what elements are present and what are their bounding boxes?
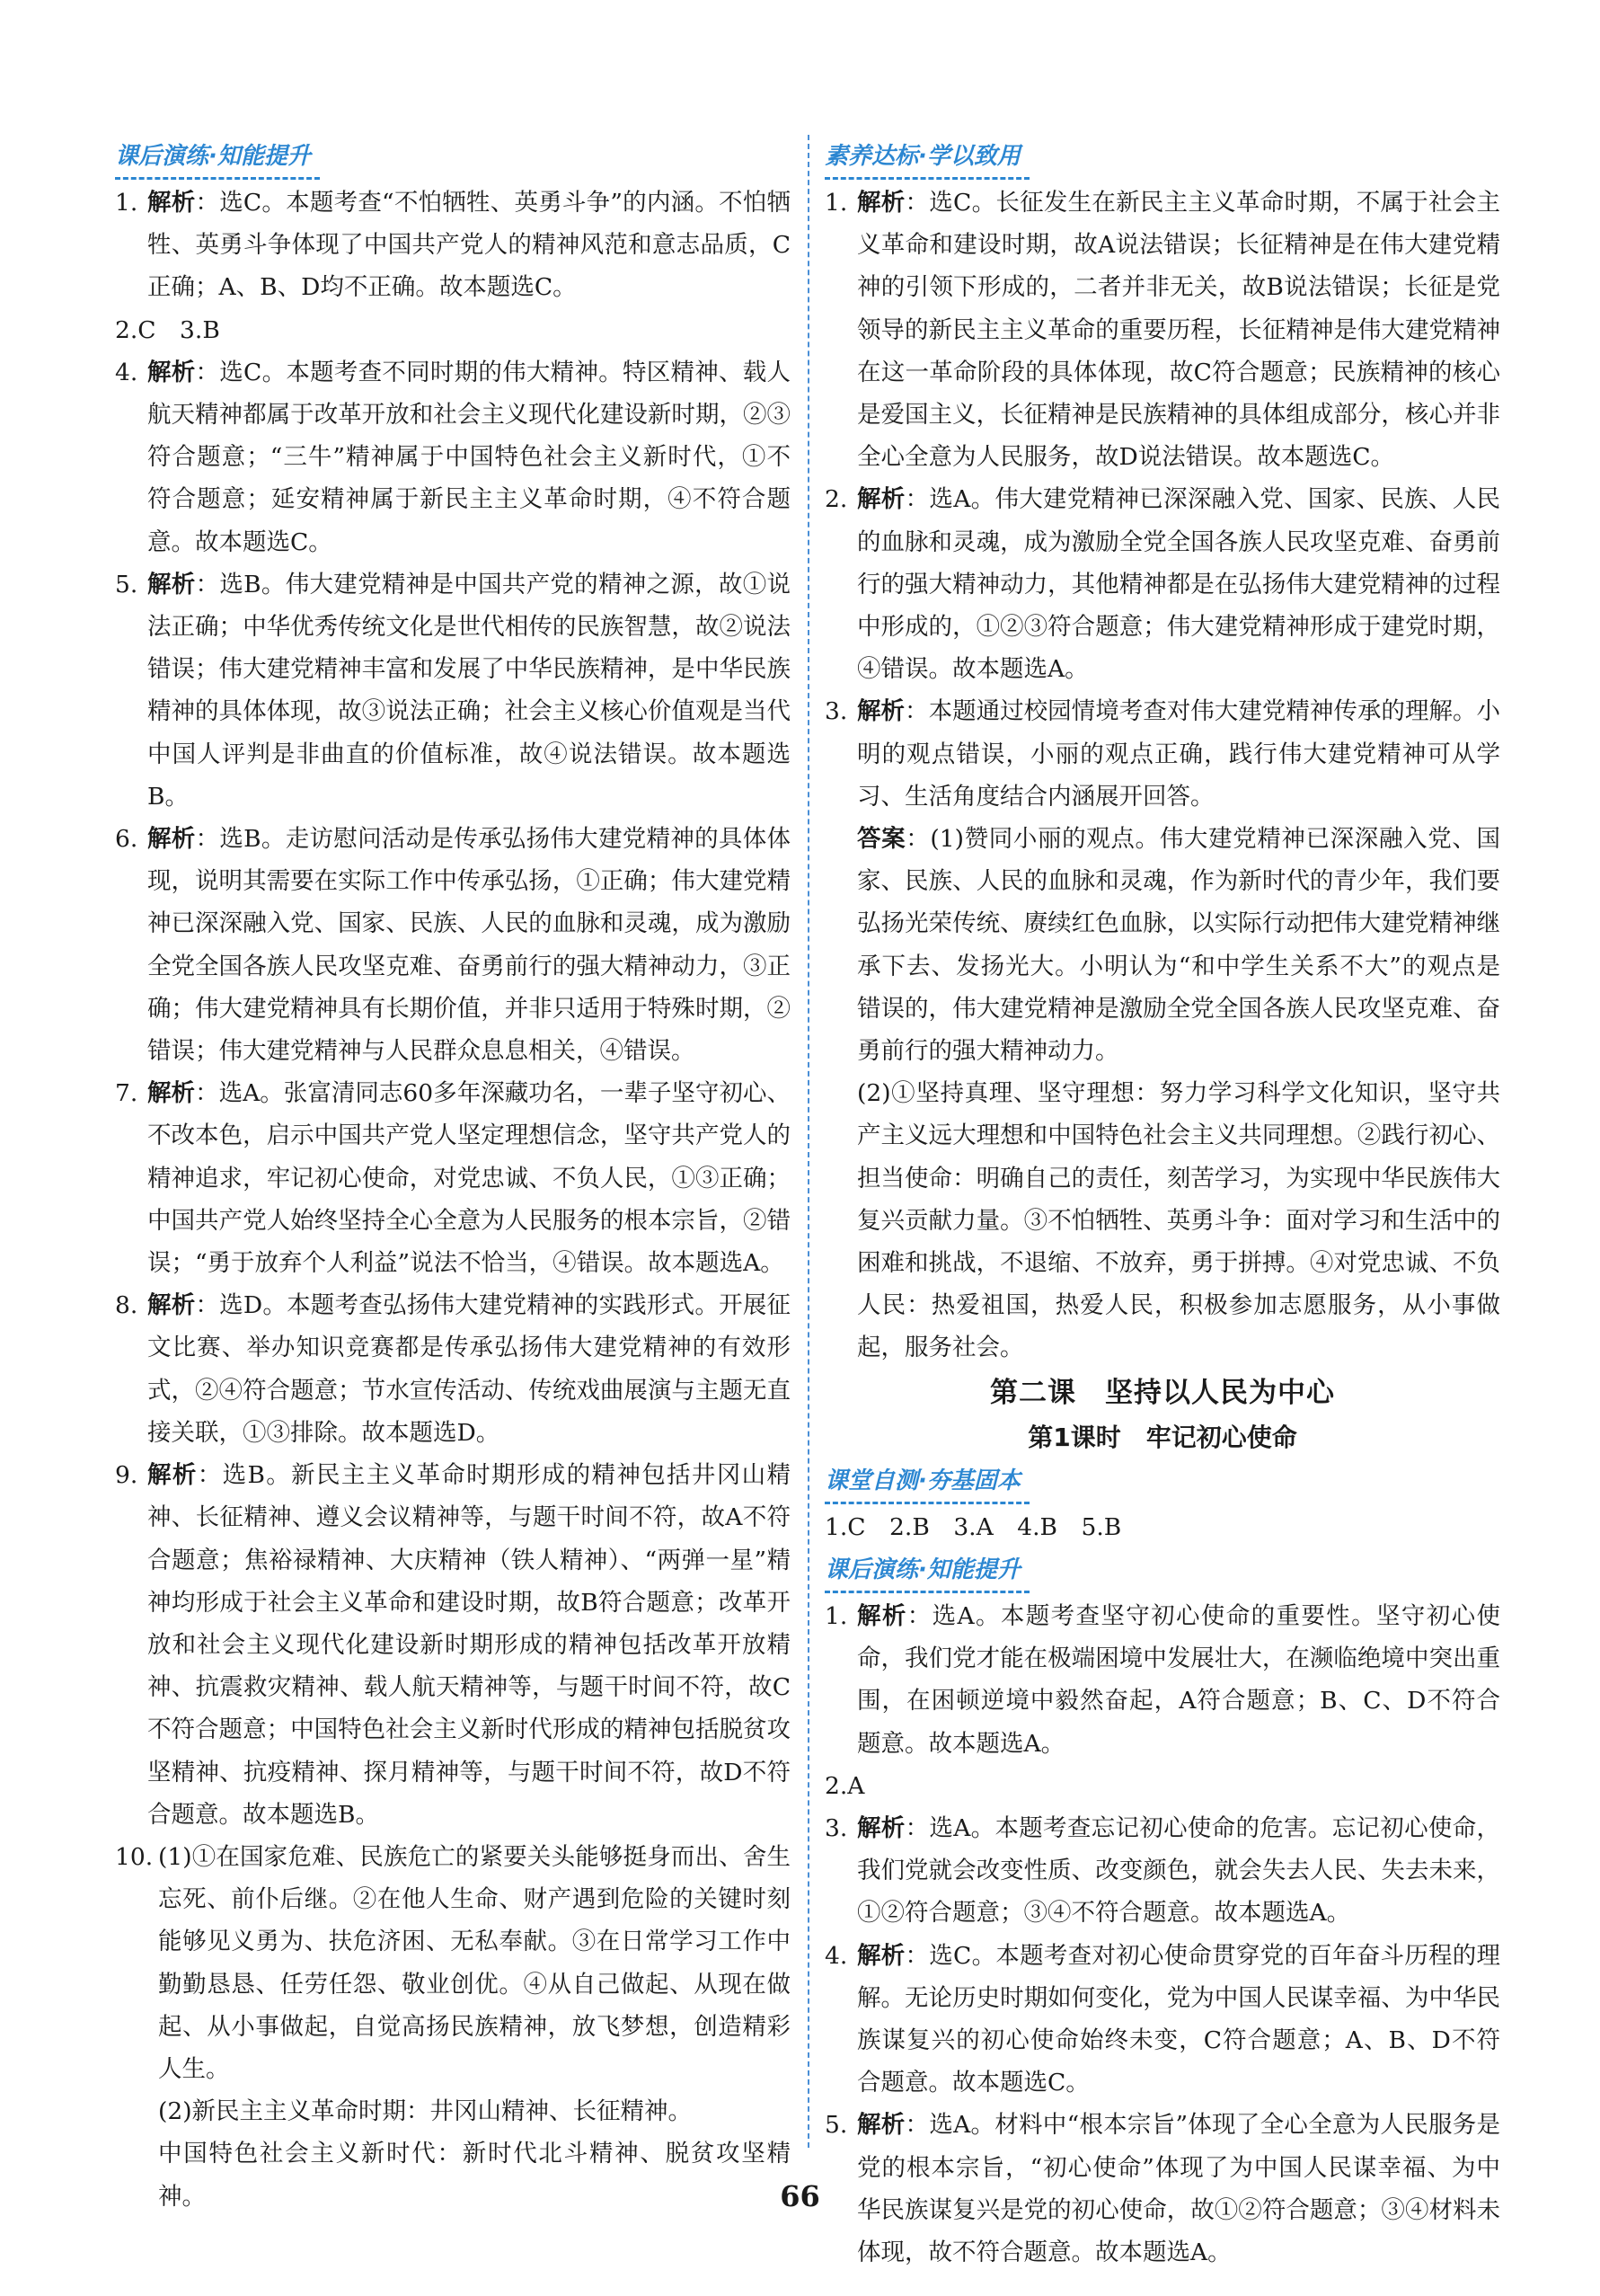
lesson-title: 第二课 坚持以人民为中心 [990, 1376, 1335, 1409]
section-header-practice: 课后演练·知能提升 [115, 136, 320, 180]
page-number: 66 [780, 2179, 820, 2213]
right-column [825, 135, 1500, 2274]
answer-keyword: 解析 [147, 189, 196, 217]
question-number: 10. [115, 1842, 154, 1871]
answer-item [825, 1935, 1500, 2105]
answer-text: ：本题通过校园情境考查对伟大建党精神传承的理解。小明的观点错误，小丽的观点正确，践行伟大建党精神可从学习、生活角度结合内涵展开回答。 [857, 697, 1501, 811]
answer-keyword: 解析 [147, 1079, 196, 1108]
answer-item [115, 1072, 791, 1284]
question-number: 6. [115, 825, 138, 854]
question-number: 3. [825, 1813, 848, 1842]
answer-item [825, 478, 1500, 690]
question-number: 4. [115, 358, 138, 386]
answer-text: (2)①坚持真理、坚守理想：努力学习科学文化知识，坚守共产主义远大理想和中国特色社会主义共同理想。②践行初心、担当使命：明确自己的责任，刻苦学习，为实现中华民族伟大复兴贡献力量。③不怕牺牲、英勇斗争：面对学习和生活中的困难和挑战，不退缩、不放弃，勇于拼搏。④对党忠诚、不负人民：热爱祖国，热爱人民，积极参加志愿服务，从小事做起，服务社会。 [857, 1079, 1500, 1362]
answer-item [115, 818, 791, 1072]
question-number: 1. [825, 1601, 848, 1630]
lesson-subtitle: 第1课时 牢记初心使命 [1028, 1422, 1297, 1452]
answer-text: ：选B。新民主主义革命时期形成的精神包括井冈山精神、长征精神、遵义会议精神等，与题干时间不符，故A不符合题意；焦裕禄精神、大庆精神（铁人精神）、“两弹一星”精神均形成于社会主义革命和建设时期，故B符合题意；改革开放和社会主义现代化建设新时期形成的精神包括改革开放精神、抗震救灾精神、载人航天精神等，与题干时间不符，故C不符合题意；中国特色社会主义新时代形成的精神包括脱贫攻坚精神、抗疫精神、探月精神等，与题干时间不符，故D不符合题意。故本题选B。 [147, 1461, 791, 1829]
answer-keyword: 解析 [147, 570, 196, 598]
answer-text: ：选A。伟大建党精神已深深融入党、国家、民族、人民的血脉和灵魂，成为激励全党全国各族人民攻坚克难、奋勇前行的强大精神动力，其他精神都是在弘扬伟大建党精神的过程中形成的，①②③符合题意；伟大建党精神形成于建党时期，④错误。故本题选A。 [857, 485, 1501, 684]
answer-text: ：选A。本题考查忘记初心使命的危害。忘记初心使命，我们党就会改变性质、改变颜色，就会失去人民、失去未来，①②符合题意；③④不符合题意。故本题选A。 [857, 1813, 1501, 1928]
answer-item [115, 1454, 791, 1836]
section-header-after-class: 课后演练·知能提升 [825, 1549, 1030, 1593]
question-number: 7. [115, 1079, 138, 1108]
question-number: 9. [115, 1461, 138, 1490]
answer-line: 2.A [825, 1771, 865, 1800]
answer-text: ：选B。伟大建党精神是中国共产党的精神之源，故①说法正确；中华优秀传统文化是世代相传的民族智慧，故②说法错误；伟大建党精神丰富和发展了中华民族精神，是中华民族精神的具体体现，故③说法正确；社会主义核心价值观是当代中国人评判是非曲直的价值标准，故④说法错误。故本题选B。 [147, 570, 791, 811]
answer-item [825, 1072, 1500, 1369]
quick-answers: 1.C 2.B 3.A 4.B 5.B [825, 1512, 1122, 1541]
right-answer-list-3 [825, 1595, 1500, 2274]
question-number: 8. [115, 1291, 138, 1320]
answer-keyword: 解析 [147, 1461, 198, 1490]
answer-keyword: 解析 [857, 189, 906, 217]
answer-text: ：选C。本题考查不同时期的伟大精神。特区精神、载人航天精神都属于改革开放和社会主义现代化建设新时期，②③符合题意；“三牛”精神属于中国特色社会主义新时代，①不符合题意；延安精神属于新民主主义革命时期，④不符合题意。故本题选C。 [147, 358, 791, 556]
question-number: 5. [825, 2111, 848, 2140]
answer-text: ：选A。张富清同志60多年深藏功名，一辈子坚守初心、不改本色，启示中国共产党人坚定理想信念，坚守共产党人的精神追求，牢记初心使命，对党忠诚、不负人民，①③正确；中国共产党人始终坚持全心全意为人民服务的根本宗旨，②错误；“勇于放弃个人利益”说法不恰当，④错误。故本题选A。 [147, 1079, 791, 1278]
left-column [115, 135, 791, 2218]
answer-keyword: 解析 [147, 358, 196, 386]
question-number: 2. [825, 485, 848, 514]
answer-keyword: 解析 [857, 1941, 906, 1970]
answer-item [825, 690, 1500, 818]
answer-keyword: 解析 [857, 697, 906, 726]
column-divider [808, 135, 809, 2148]
answer-item [115, 1284, 791, 1454]
answer-item [115, 563, 791, 818]
answer-text: (1)①在国家危难、民族危亡的紧要关头能够挺身而出、舍生忘死、前仆后继。②在他人生命、财产遇到危险的关键时刻能够见义勇为、扶危济困、无私奉献。③在日常学习工作中勤勤恳恳、任劳任怨、敬业创优。④从自己做起、从现在做起、从小事做起，自觉高扬民族精神，放飞梦想，创造精彩人生。 [158, 1842, 791, 2083]
section-header-literacy: 素养达标·学以致用 [825, 136, 1030, 180]
answer-text: ：选B。走访慰问活动是传承弘扬伟大建党精神的具体体现，说明其需要在实际工作中传承弘扬，①正确；伟大建党精神已深深融入党、国家、民族、人民的血脉和灵魂，成为激励全党全国各族人民攻坚克难、奋勇前行的强大精神动力，③正确；伟大建党精神具有长期价值，并非只适用于特殊时期，②错误；伟大建党精神与人民群众息息相关，④错误。 [147, 825, 791, 1066]
answer-keyword: 解析 [147, 1291, 196, 1320]
question-number: 1. [115, 189, 138, 217]
answer-keyword: 解析 [857, 1601, 907, 1630]
answer-text: ：选C。本题考查“不怕牺牲、英勇斗争”的内涵。不怕牺牲、英勇斗争体现了中国共产党人的精神风范和意志品质，C正确；A、B、D均不正确。故本题选C。 [147, 189, 791, 302]
answer-item [115, 2090, 791, 2132]
answer-item [825, 818, 1500, 1072]
question-number: 4. [825, 1941, 848, 1970]
answer-text: 中国特色社会主义新时代：新时代北斗精神、脱贫攻坚精神。 [158, 2140, 791, 2211]
answer-keyword: 解析 [857, 2111, 906, 2140]
section-header-classroom: 课堂自测·夯基固本 [825, 1460, 1030, 1504]
question-number: 3. [825, 697, 848, 726]
answer-item [115, 351, 791, 563]
answer-keyword: 解析 [857, 485, 906, 514]
answer-item [115, 1836, 791, 2090]
question-number: 5. [115, 570, 138, 598]
answer-text: ：选C。本题考查对初心使命贯穿党的百年奋斗历程的理解。无论历史时期如何变化，党为中国人民谋幸福、为中华民族谋复兴的初心使命始终未变，C符合题意；A、B、D不符合题意。故本题选C。 [857, 1941, 1501, 2097]
answer-item [825, 1807, 1500, 1935]
answer-item [115, 182, 791, 309]
left-answer-list [115, 182, 791, 2218]
answer-text: ：选A。本题考查坚守初心使命的重要性。坚守初心使命，我们党才能在极端困境中发展壮大，在濒临绝境中突出重围，在困顿逆境中毅然奋起，A符合题意；B、C、D不符合题意。故本题选A。 [857, 1601, 1500, 1758]
answer-text: (2)新民主主义革命时期：井冈山精神、长征精神。 [158, 2097, 693, 2126]
answer-keyword: 解析 [147, 825, 196, 854]
answer-text: ：(1)赞同小丽的观点。伟大建党精神已深深融入党、国家、民族、人民的血脉和灵魂，作为新时代的青少年，我们要弘扬光荣传统、赓续红色血脉，以实际行动把伟大建党精神继承下去、发扬光大。小明认为“和中学生关系不大”的观点是错误的，伟大建党精神是激励全党全国各族人民攻坚克难、奋勇前行的强大精神动力。 [857, 825, 1500, 1066]
answer-item [825, 182, 1500, 478]
answer-line: 2.C 3.B [115, 315, 220, 344]
answer-text: ：选A。材料中“根本宗旨”体现了全心全意为人民服务是党的根本宗旨，“初心使命”体现了为中国人民谋幸福、为中华民族谋复兴是党的初心使命，故①②符合题意；③④材料未体现，故不符合题意。故本题选A。 [857, 2111, 1501, 2266]
answer-keyword: 解析 [857, 1813, 906, 1842]
answer-item [825, 1595, 1500, 1765]
question-number: 1. [825, 189, 848, 217]
right-answer-list-1 [825, 182, 1500, 1370]
answer-text: ：选C。长征发生在新民主主义革命时期，不属于社会主义革命和建设时期，故A说法错误；长征精神是在伟大建党精神的引领下形成的，二者并非无关，故B说法错误；长征是党领导的新民主主义革命的重要历程，长征精神是伟大建党精神在这一革命阶段的具体体现，故C符合题意；民族精神的核心是爱国主义，长征精神是民族精神的具体组成部分，核心并非全心全意为人民服务，故D说法错误。故本题选C。 [857, 189, 1501, 472]
answer-text: ：选D。本题考查弘扬伟大建党精神的实践形式。开展征文比赛、举办知识竞赛都是传承弘扬伟大建党精神的有效形式，②④符合题意；节水宣传活动、传统戏曲展演与主题无直接关联，①③排除。故本题选D。 [147, 1291, 791, 1447]
answer-keyword: 答案 [857, 825, 906, 854]
